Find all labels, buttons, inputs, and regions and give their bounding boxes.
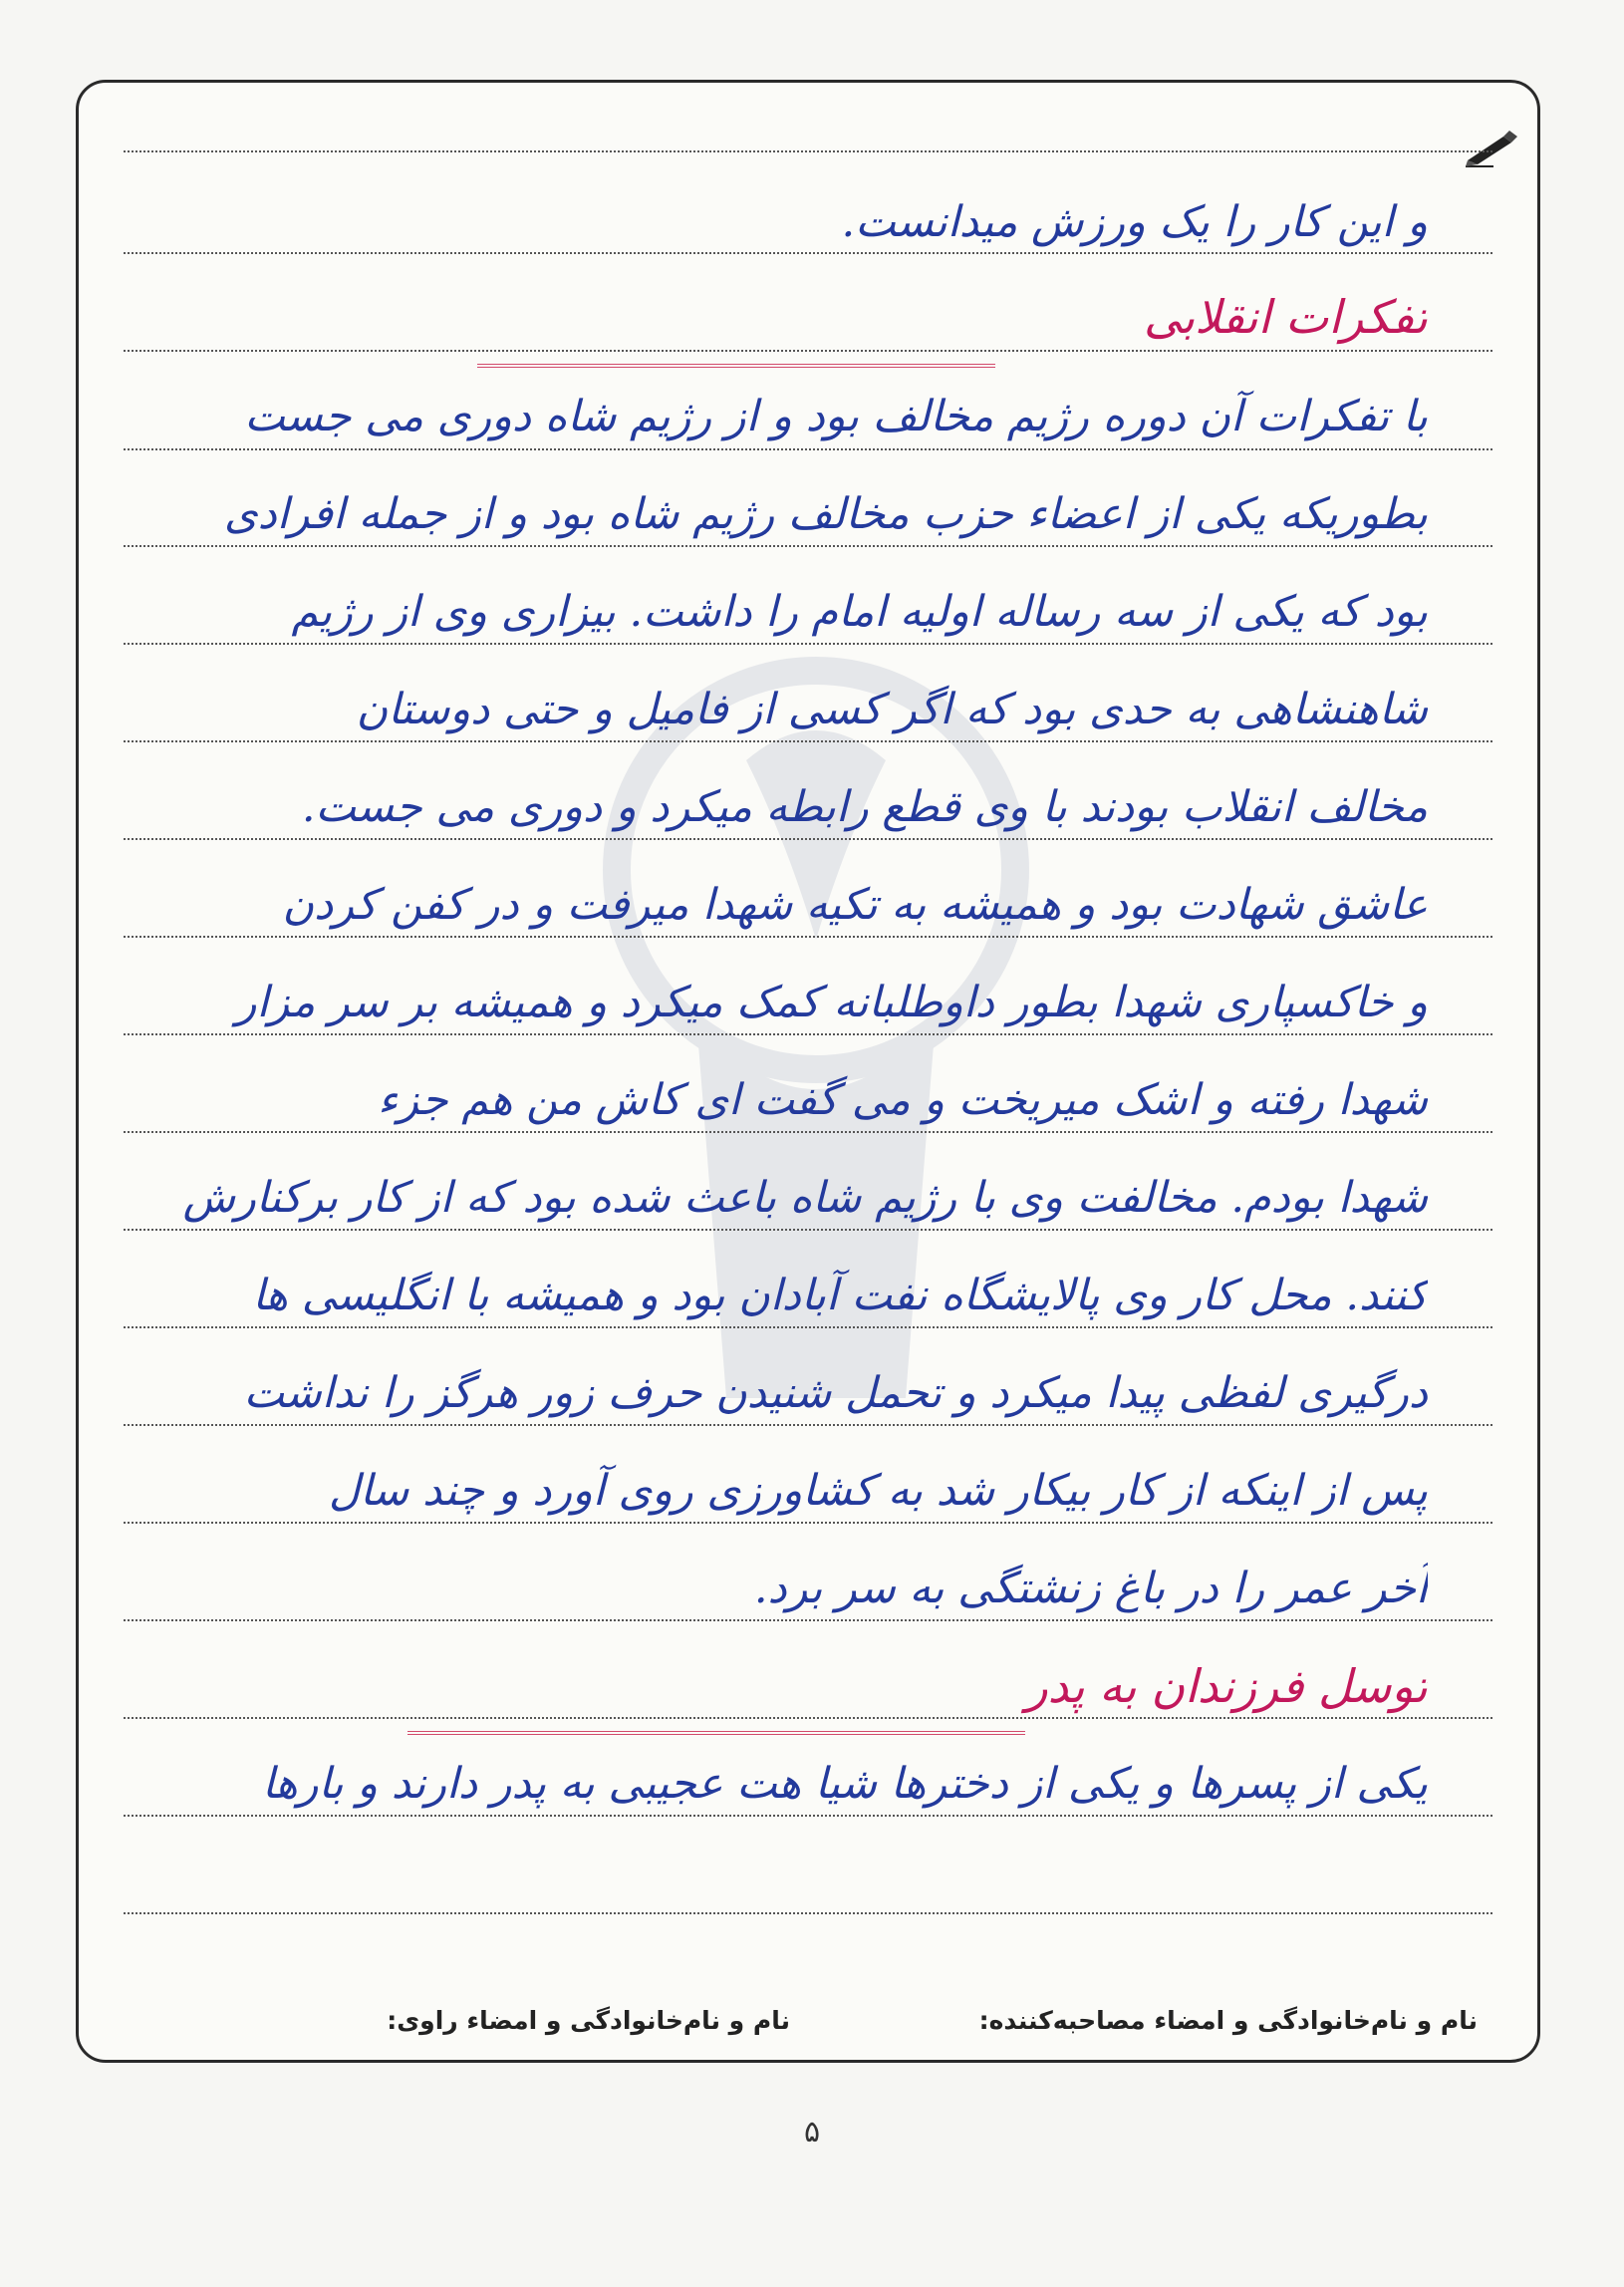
section-heading-children: توسل فرزندان به پدر (1025, 1659, 1428, 1713)
handwritten-line: و این کار را یک ورزش میدانست. (841, 197, 1428, 247)
section-heading-revolutionary: تفکرات انقلابی (1143, 290, 1428, 344)
handwritten-line: کنند. محل کار وی پالایشگاه نفت آبادان بود و همیشه با انگلیسی ها (252, 1271, 1428, 1320)
handwritten-line: پس از اینکه از کار بیکار شد به کشاورزی روی آورد و چند سال (328, 1466, 1428, 1516)
handwritten-line: شاهنشاهی به حدی بود که اگر کسی از فامیل و حتی دوستان (356, 685, 1428, 734)
handwritten-line: یکی از پسرها و یکی از دخترها شیا هت عجیبی به پدر دارند و بارها (261, 1759, 1428, 1809)
heading-underline (477, 364, 995, 368)
handwritten-line: شهدا رفته و اشک میریخت و می گفت ای کاش من هم جزء (378, 1075, 1428, 1125)
handwritten-line: شهدا بودم. مخالفت وی با رژیم شاه باعث شده بود که از کار برکنارش (182, 1173, 1428, 1223)
handwritten-line: و خاکسپاری شهدا بطور داوطلبانه کمک میکرد و همیشه بر سر مزار (235, 978, 1428, 1027)
narrator-signature-label: نام و نام‌خانوادگی و امضاء راوی: (387, 2006, 790, 2035)
page-frame (76, 80, 1540, 2063)
handwritten-line: عاشق شهادت بود و همیشه به تکیه شهدا میرفت و در کفن کردن (282, 880, 1428, 930)
handwritten-line: بطوریکه یکی از اعضاء حزب مخالف رژیم شاه بود و از جمله افرادی (223, 489, 1428, 539)
page-number: ۵ (803, 2115, 821, 2149)
interviewer-signature-label: نام و نام‌خانوادگی و امضاء مصاحبه‌کننده: (978, 2006, 1478, 2035)
handwritten-line: درگیری لفظی پیدا میکرد و تحمل شنیدن حرف زور هرگز را نداشت (243, 1368, 1428, 1418)
handwritten-line: مخالف انقلاب بودند با وی قطع رابطه میکرد و دوری می جست. (301, 782, 1428, 832)
heading-underline (407, 1731, 1025, 1735)
handwritten-line: آخر عمر را در باغ زنشتگی به سر برد. (753, 1564, 1428, 1613)
handwritten-line: با تفکرات آن دوره رژیم مخالف بود و از رژیم شاه دوری می جست (244, 392, 1428, 441)
handwritten-line: بود که یکی از سه رساله اولیه امام را داشت. بیزاری وی از رژیم (291, 587, 1428, 637)
